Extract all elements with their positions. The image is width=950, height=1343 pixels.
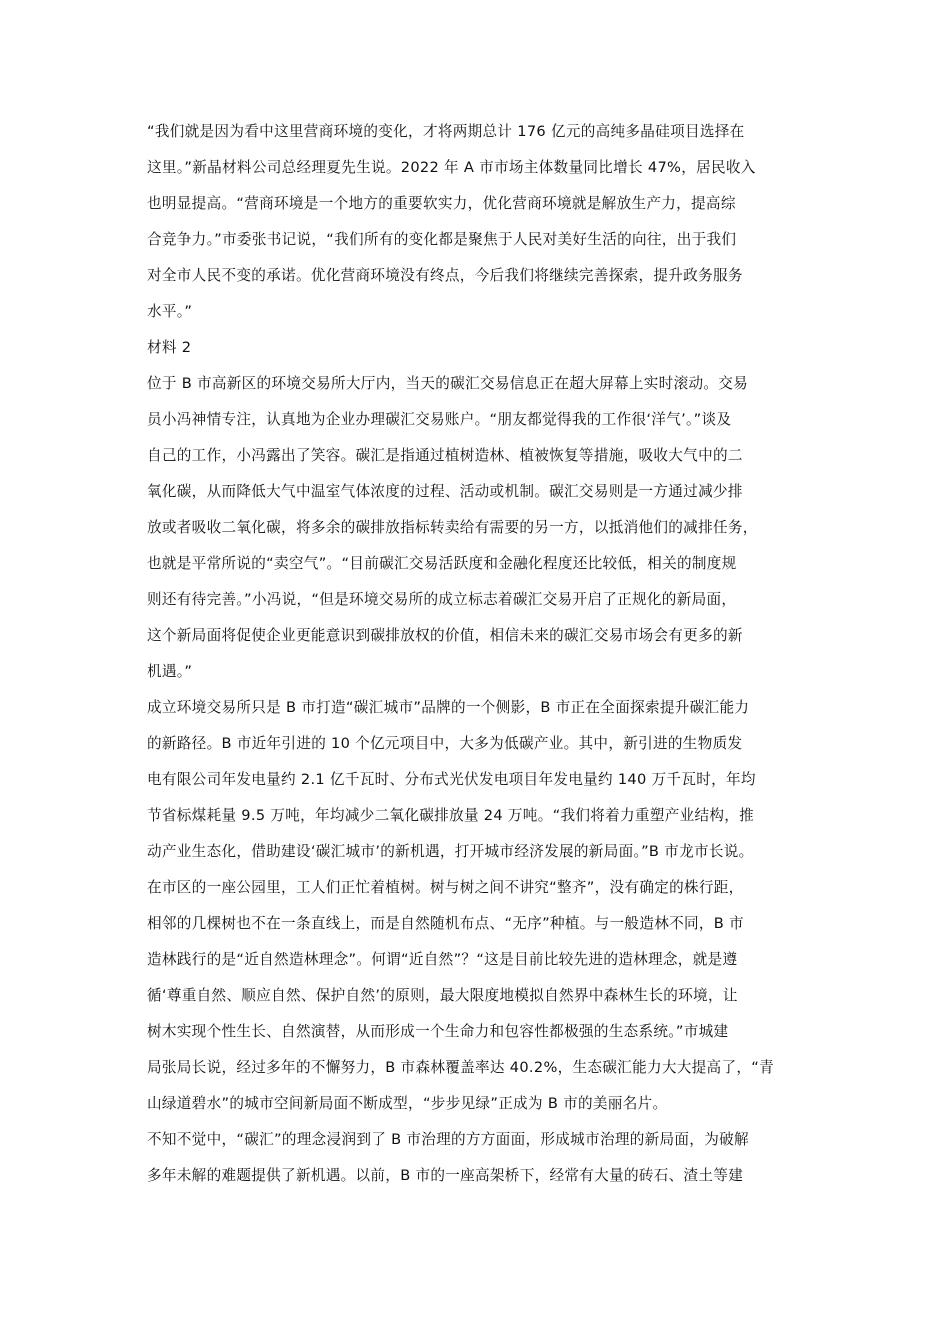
text-line: 位于 B 市高新区的环境交易所大厅内，当天的碳汇交易信息正在超大屏幕上实时滚动。交易 bbox=[147, 375, 749, 392]
text-line: “我们就是因为看中这里营商环境的变化，才将两期总计 176 亿元的高纯多晶硅项目选择在 bbox=[147, 123, 745, 140]
text-line: 的新路径。B 市近年引进的 10 个亿元项目中，大多为低碳产业。其中，新引进的生物质发 bbox=[147, 735, 743, 752]
text-line: 合竞争力。”市委张书记说，“我们所有的变化都是聚焦于人民对美好生活的向往，出于我们 bbox=[147, 231, 737, 248]
text-line: 氧化碳，从而降低大气中温室气体浓度的过程、活动或机制。碳汇交易则是一方通过减少排 bbox=[147, 483, 743, 500]
text-line: 动产业生态化，借助建设‘碳汇城市’的新机遇，打开城市经济发展的新局面。”B 市龙市长说。 bbox=[147, 843, 754, 860]
text-line: 电有限公司年发电量约 2.1 亿千瓦时、分布式光伏发电项目年发电量约 140 万千瓦时，年均 bbox=[147, 771, 756, 788]
text-line: 自己的工作，小冯露出了笑容。碳汇是指通过植树造林、植被恢复等措施，吸收大气中的二 bbox=[147, 447, 743, 464]
text-line: 多年未解的难题提供了新机遇。以前，B 市的一座高架桥下，经常有大量的砖石、渣土等建 bbox=[147, 1167, 744, 1184]
text-line: 这里。”新晶材料公司总经理夏先生说。2022 年 A 市市场主体数量同比增长 47%，居民收入 bbox=[147, 159, 756, 176]
text-line: 则还有待完善。”小冯说，“但是环境交易所的成立标志着碳汇交易开启了正规化的新局面， bbox=[147, 591, 737, 608]
text-line: 循‘尊重自然、顺应自然、保护自然’的原则，最大限度地模拟自然界中森林生长的环境，让 bbox=[147, 987, 738, 1004]
text-line: 树木实现个性生长、自然演替，从而形成一个生命力和包容性都极强的生态系统。”市城建 bbox=[147, 1023, 729, 1040]
text-line: 机遇。” bbox=[147, 663, 193, 680]
text-line: 员小冯神情专注，认真地为企业办理碳汇交易账户。“朋友都觉得我的工作很‘洋气’。”谈及 bbox=[147, 411, 732, 428]
text-line: 不知不觉中，“碳汇”的理念浸润到了 B 市治理的方方面面，形成城市治理的新局面，为破解 bbox=[147, 1131, 749, 1148]
text-line: 相邻的几棵树也不在一条直线上，而是自然随机布点、“无序”种植。与一般造林不同，B 市 bbox=[147, 915, 744, 932]
text-line: 水平。” bbox=[147, 303, 193, 320]
text-line: 对全市人民不变的承诺。优化营商环境没有终点，今后我们将继续完善探索，提升政务服务 bbox=[147, 267, 743, 284]
text-line: 也明显提高。“营商环境是一个地方的重要软实力，优化营商环境就是解放生产力，提高综 bbox=[147, 195, 736, 212]
text-line: 节省标煤耗量 9.5 万吨，年均减少二氧化碳排放量 24 万吨。“我们将着力重塑产业结构，推 bbox=[147, 807, 755, 824]
text-line: 放或者吸收二氧化碳，将多余的碳排放指标转卖给有需要的另一方，以抵消他们的减排任务， bbox=[147, 519, 758, 536]
text-line: 这个新局面将促使企业更能意识到碳排放权的价值，相信未来的碳汇交易市场会有更多的新 bbox=[147, 627, 743, 644]
text-line: 山绿道碧水”的城市空间新局面不断成型，“步步见绿”正成为 B 市的美丽名片。 bbox=[147, 1095, 668, 1112]
text-line: 成立环境交易所只是 B 市打造“碳汇城市”品牌的一个侧影，B 市正在全面探索提升碳汇能力 bbox=[147, 699, 750, 716]
text-line: 局张局长说，经过多年的不懈努力，B 市森林覆盖率达 40.2%，生态碳汇能力大大提高了，“青 bbox=[147, 1059, 774, 1076]
text-line: 造林践行的是“近自然造林理念”。何谓“近自然”？“这是目前比较先进的造林理念，就是遵 bbox=[147, 951, 738, 968]
text-line: 也就是平常所说的“卖空气”。“目前碳汇交易活跃度和金融化程度还比较低，相关的制度规 bbox=[147, 555, 737, 572]
text-line: 在市区的一座公园里，工人们正忙着植树。树与树之间不讲究“整齐”，没有确定的株行距， bbox=[147, 879, 744, 896]
section-heading: 材料 2 bbox=[147, 339, 192, 356]
